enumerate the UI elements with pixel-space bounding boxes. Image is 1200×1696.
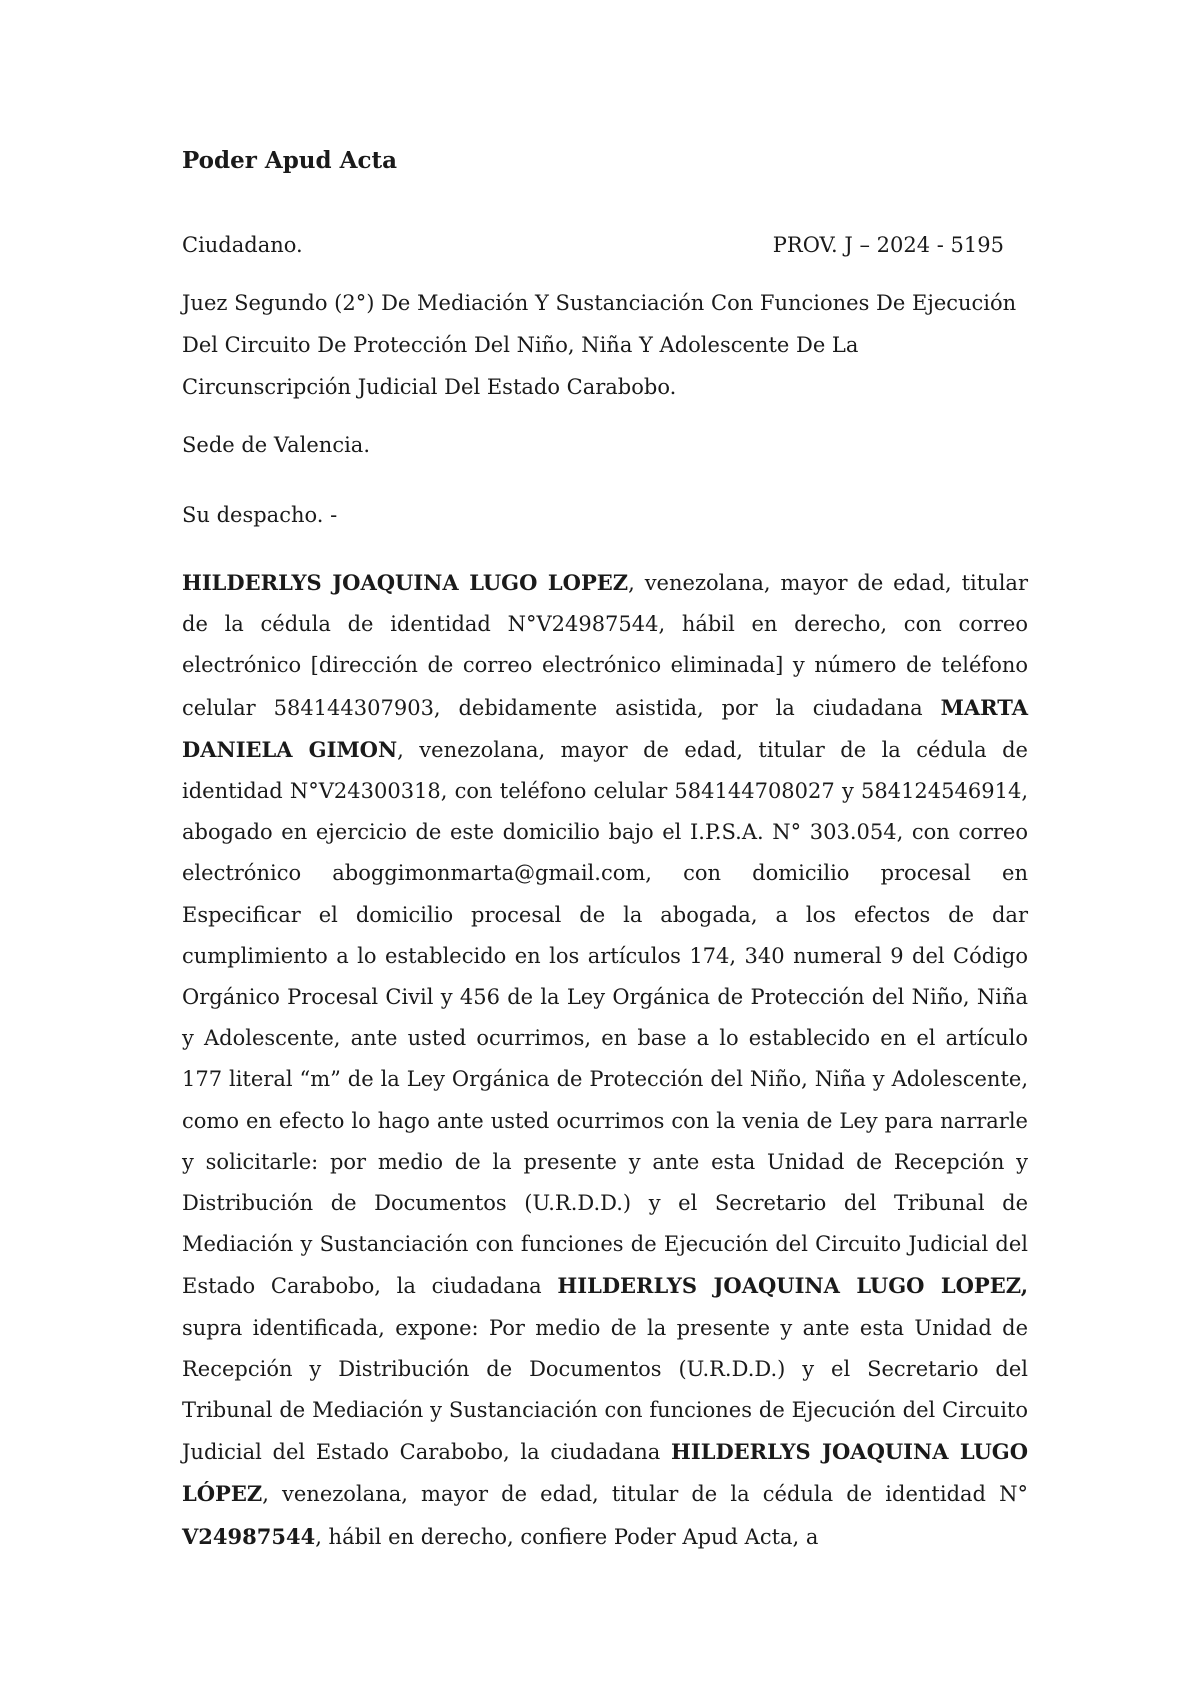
body-text-2: , venezolana, mayor de edad, titular de la cédula de identidad N°V24300318, con teléfono celular 584144708027 y 584124546914, abogado en ejercicio de este domicilio bajo el I.P.S.A. N° 303.054, con correo electrónico aboggimonmarta@gmail.com, con domicilio procesal en Especificar el domicilio procesal de la abogada, a los efectos de dar cumplimiento a lo establecido en los artículos 174, 340 numeral 9 del Código Orgánico Procesal Civil y 456 de la Ley Orgánica de Protección del Niño, Niña y Adolescente, ante usted ocurrimos, en base a lo establecido en el artículo 177 literal “m” de la Ley Orgánica de Protección del Niño, Niña y Adolescente, como en efecto lo hago ante usted ocurrimos con la venia de Ley para narrarle y solicitarle: por medio de la presente y ante esta Unidad de Recepción y Distribución de Documentos (U.R.D.D.) y el Secretario del Tribunal de Mediación y Sustanciación con funciones de Ejecución del Circuito Judicial del Estado Carabobo, la ciudadana (182, 737, 1028, 1299)
body-text-1: , venezolana, mayor de edad, titular de la cédula de identidad N°V24987544, hábil en derecho, con correo electrónico [dirección de correo electrónico eliminada] y número de teléfono celular 584144307903, debidamente asistida, por la ciudadana (182, 571, 1028, 720)
document-title: Poder Apud Acta (182, 147, 397, 174)
body-text-4: , venezolana, mayor de edad, titular de la cédula de identidad N° (262, 1482, 1028, 1507)
header-row (182, 222, 1028, 268)
party-name-3: HILDERLYS JOAQUINA LUGO LÓPEZ (182, 1439, 1029, 1507)
party-name-2: HILDERLYS JOAQUINA LUGO LOPEZ, (557, 1273, 1028, 1299)
judge-address: Juez Segundo (2°) De Mediación Y Sustanciación Con Funciones De Ejecución Del Circuito De Protección Del Niño, Niña Y Adolescente De La Circunscripción Judicial Del Estado Carabobo. (182, 291, 1017, 399)
body-paragraph (182, 562, 1028, 1558)
body-text-5: , hábil en derecho, confiere Poder Apud Acta, a (315, 1524, 819, 1549)
body-text-3: supra identificada, expone: Por medio de la presente y ante esta Unidad de Recepción y Distribución de Documentos (U.R.D.D.) y el Secretario del Tribunal de Mediación y Sustanciación con funciones de Ejecución del Circuito Judicial del Estado Carabobo, la ciudadana (182, 1315, 1028, 1465)
salutation: Ciudadano. (182, 233, 303, 257)
attorney-name: MARTA DANIELA GIMON (182, 694, 1028, 762)
party-id-number: V24987544 (182, 1523, 316, 1549)
party-name-1: HILDERLYS JOAQUINA LUGO LOPEZ (182, 570, 629, 595)
closing-line: Su despacho. - (182, 503, 338, 527)
document-page (182, 138, 1028, 1558)
case-reference: PROV. J – 2024 - 5195 (772, 233, 1004, 257)
court-seat: Sede de Valencia. (182, 433, 371, 457)
